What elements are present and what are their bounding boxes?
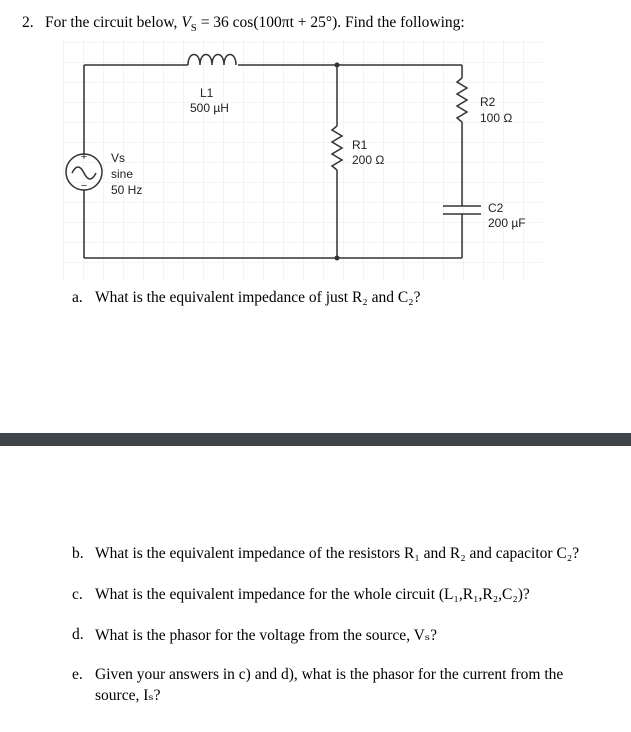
part-a-text: What is the equivalent impedance of just R₂ and C₂? — [95, 289, 421, 306]
label-R2-value: 100 Ω — [480, 111, 513, 125]
part-b-letter: b. — [72, 545, 84, 562]
label-C2-value: 200 µF — [488, 216, 526, 230]
circuit-diagram — [0, 0, 631, 300]
part-e-letter: e. — [72, 666, 83, 683]
question-number: 2. — [22, 14, 34, 31]
part-c-letter: c. — [72, 586, 83, 603]
voltage-equation: = 36 cos(100πt + 25°). Find the following: — [200, 14, 465, 31]
voltage-symbol: V — [181, 14, 191, 31]
label-L1-name: L1 — [200, 86, 214, 100]
voltage-subscript: S — [190, 22, 197, 35]
label-L1-value: 500 µH — [190, 101, 229, 115]
part-e-text-line1: Given your answers in c) and d), what is the phasor for the current from the — [95, 666, 564, 683]
prompt-text: For the circuit below, — [45, 14, 178, 31]
label-R1-name: R1 — [352, 138, 368, 152]
label-Vs-freq: 50 Hz — [111, 183, 143, 197]
part-d-text: What is the phasor for the voltage from the source, Vₛ? — [95, 627, 437, 644]
label-C2-name: C2 — [488, 201, 504, 215]
label-Vs-type: sine — [111, 167, 134, 181]
label-Vs-name: Vs — [111, 151, 126, 165]
junction-dot-top — [335, 63, 340, 68]
page-divider — [0, 433, 631, 446]
minus-sign-icon: − — [80, 180, 88, 192]
label-R1-value: 200 Ω — [352, 153, 385, 167]
part-d-letter: d. — [72, 626, 84, 643]
label-R2-name: R2 — [480, 95, 496, 109]
junction-dot-bottom — [335, 256, 340, 261]
part-e-text-line2: source, Iₛ? — [95, 687, 161, 704]
part-b-text: What is the equivalent impedance of the resistors R₁ and R₂ and capacitor C₂? — [95, 545, 580, 562]
part-c-text: What is the equivalent impedance for the whole circuit (L₁,R₁,R₂,C₂)? — [95, 586, 530, 603]
part-a-letter: a. — [72, 289, 83, 306]
grid-background — [63, 40, 543, 280]
plus-sign-icon: + — [80, 151, 88, 163]
